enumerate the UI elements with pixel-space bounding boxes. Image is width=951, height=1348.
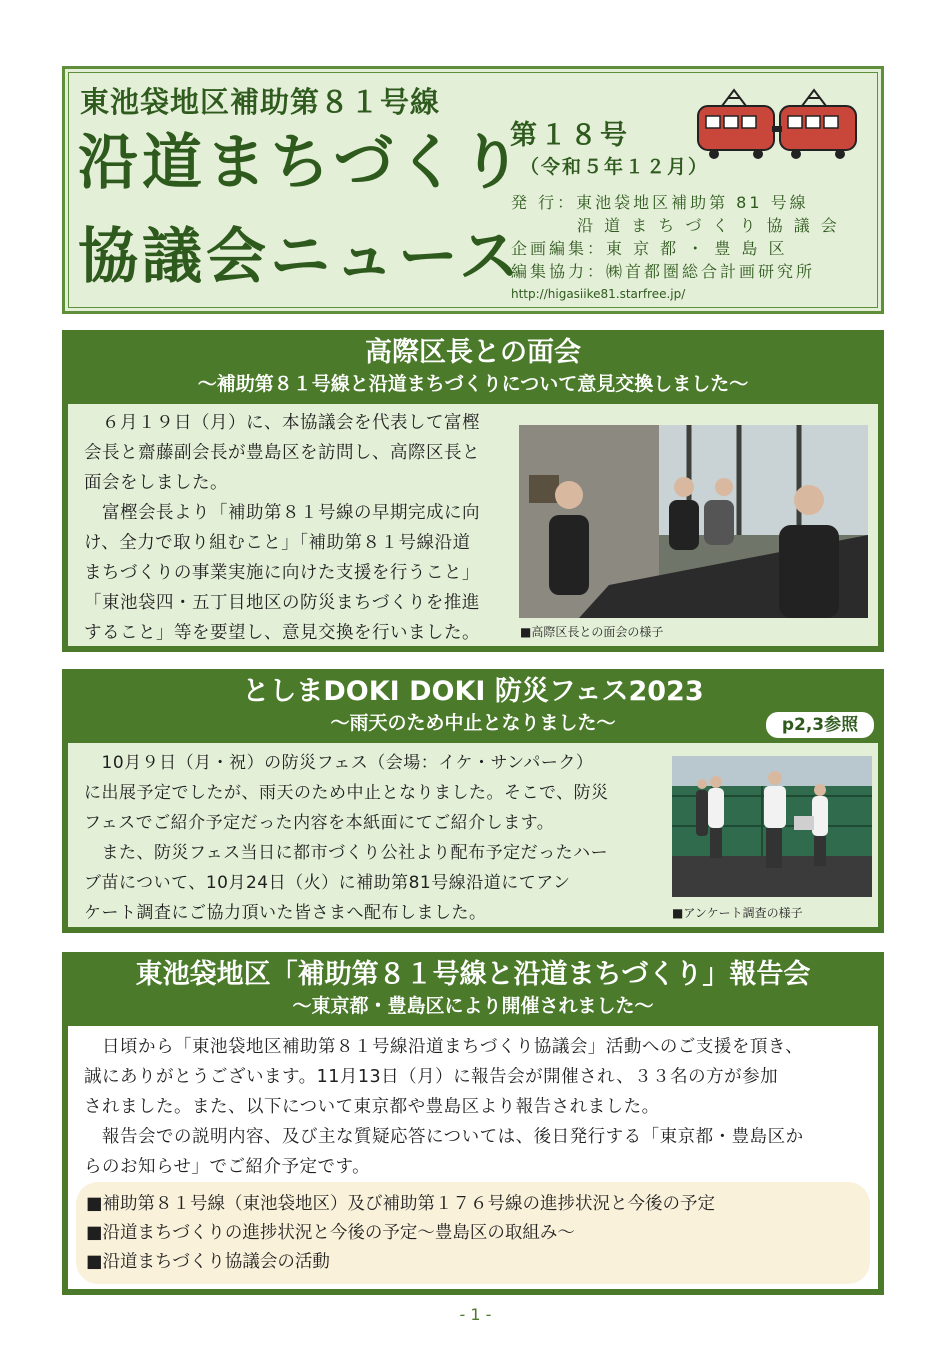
- survey-photo-caption: ■アンケート調査の様子: [672, 906, 803, 920]
- section-report-subtitle: ～東京都・豊島区により開催されました～: [292, 995, 654, 1017]
- newsletter-title-line2: 協議会ニュース: [78, 222, 523, 292]
- paragraph-line: フェスでご紹介予定だった内容を本紙面にてご紹介します。: [84, 813, 555, 833]
- section-meeting-subtitle: ～補助第８１号線と沿道まちづくりについて意見交換しました～: [197, 373, 749, 395]
- section-fes-title: としまDOKI DOKI 防災フェス2023: [242, 676, 704, 707]
- paragraph-line: 会長と齋藤副会長が豊島区を訪問し、高際区長と: [84, 443, 480, 463]
- section-meeting-text: [84, 408, 514, 648]
- paragraph-line: 誠にありがとうございます。11月13日（月）に報告会が開催され、３３名の方が参加: [84, 1067, 779, 1087]
- paragraph-line: 「東池袋四・五丁目地区の防災まちづくりを推進: [84, 593, 480, 613]
- paragraph-line: らのお知らせ」でご紹介予定です。: [84, 1157, 371, 1177]
- list-item: ■補助第８１号線（東池袋地区）及び補助第１７６号線の進捗状況と今後の予定: [86, 1194, 716, 1214]
- newsletter-title-line1: 沿道まちづくり: [78, 128, 526, 198]
- website-url[interactable]: http://higasiike81.starfree.jp/: [511, 287, 686, 301]
- paragraph-line: ケート調査にご協力頂いた皆さまへ配布しました。: [84, 903, 487, 923]
- newsletter-subtitle: 東池袋地区補助第８１号線: [80, 85, 441, 119]
- paragraph-line: また、防災フェス当日に都市づくり公社より配布予定だったハー: [84, 843, 609, 863]
- editor: 企画編集：東 京 都 ・ 豊 島 区: [511, 239, 788, 258]
- page-number: - 1 -: [459, 1305, 492, 1324]
- paragraph-line: 富樫会長より「補助第８１号線の早期完成に向: [84, 503, 480, 523]
- issue-number: 第１８号: [510, 120, 630, 151]
- paragraph-line: されました。また、以下について東京都や豊島区より報告されました。: [84, 1097, 660, 1117]
- paragraph-line: に出展予定でしたが、雨天のため中止となりました。そこで、防災: [84, 783, 609, 803]
- publisher: 発 行：東池袋地区補助第 81 号線: [511, 193, 809, 212]
- paragraph-line: 10月９日（月・祝）の防災フェス（会場：イケ・サンパーク）: [84, 753, 594, 773]
- survey-photo: [672, 756, 872, 897]
- section-report-title: 東池袋地区「補助第８１号線と沿道まちづくり」報告会: [135, 959, 811, 990]
- section-meeting-title: 高際区長との面会: [365, 337, 581, 368]
- paragraph-line: 面会をしました。: [84, 473, 228, 493]
- paragraph-line: すること」等を要望し、意見交換を行いました。: [84, 623, 480, 643]
- section-report-text: [84, 1032, 874, 1182]
- publisher-org: 沿 道 ま ち づ く り 協 議 会: [577, 216, 840, 235]
- issue-date: （令和５年１２月）: [520, 156, 710, 178]
- paragraph-line: け、全力で取り組むこと」「補助第８１号線沿道: [84, 533, 471, 553]
- train-icon: [694, 84, 860, 164]
- editorial-cooperation: 編集協力：㈱首都圏総合計画研究所: [511, 262, 816, 281]
- page-reference-badge: p2,3参照: [766, 712, 874, 738]
- paragraph-line: まちづくりの事業実施に向けた支援を行うこと」: [84, 563, 480, 583]
- meeting-photo-caption: ■高際区長との面会の様子: [520, 625, 664, 639]
- list-item: ■沿道まちづくりの進捗状況と今後の予定～豊島区の取組み～: [86, 1223, 575, 1243]
- paragraph-line: 報告会での説明内容、及び主な質疑応答については、後日発行する「東京都・豊島区か: [84, 1127, 804, 1147]
- section-fes-text: [84, 748, 664, 928]
- report-topics-list: [86, 1190, 866, 1277]
- paragraph-line: ブ苗について、10月24日（火）に補助第81号線沿道にてアン: [84, 873, 571, 893]
- paragraph-line: ６月１９日（月）に、本協議会を代表して富樫: [84, 413, 480, 433]
- paragraph-line: 日頃から「東池袋地区補助第８１号線沿道まちづくり協議会」活動へのご支援を頂き、: [84, 1037, 804, 1057]
- section-fes-subtitle: ～雨天のため中止となりました～: [330, 712, 616, 734]
- list-item: ■沿道まちづくり協議会の活動: [86, 1252, 330, 1272]
- meeting-photo: [519, 425, 868, 618]
